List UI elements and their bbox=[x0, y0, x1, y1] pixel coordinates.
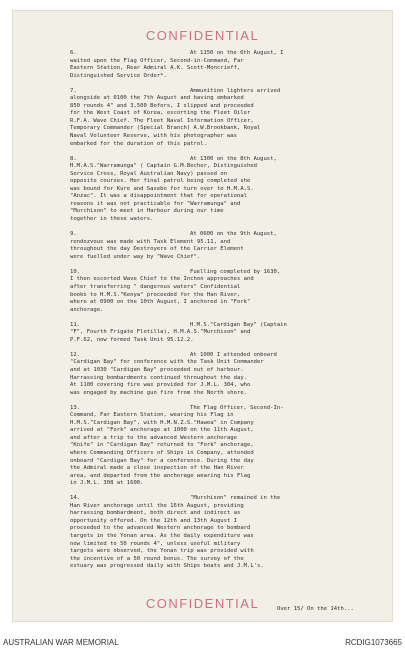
paragraph-line: after transferring " dangerous waters" Confidential bbox=[70, 283, 241, 290]
paragraph-line: At 1150 on the 6th August, I bbox=[190, 50, 284, 56]
paragraph-line: arrived at "Fork" anchorage at 1000 on the 11th August, bbox=[70, 427, 254, 434]
paragraph-line: H.M.S."Cardigan Bay" (Captain bbox=[190, 321, 287, 328]
paragraph-line: the incentive of a 50 round bonus. The survey of the bbox=[70, 555, 244, 562]
paragraph bbox=[70, 405, 360, 488]
paragraph-line: R.F.A. Wave Chief. The Fleet Naval Information Officer, bbox=[70, 117, 254, 124]
paragraph-line: "Knife" in "Cardigan Bay" returned to "Fork" anchorage, bbox=[70, 442, 254, 449]
paragraph-line: "Murchison" remained in the bbox=[190, 495, 281, 502]
paragraph-line: "Anzac". It was a disappointment that for operational bbox=[70, 193, 247, 200]
paragraph-line: books to H.M.S."Kenya" proceeded for the Han River, bbox=[70, 291, 241, 298]
paragraph-line: alongside at 0100 the 7th August and having embarked bbox=[70, 95, 244, 102]
paragraph-line: I then escorted Wave Chief to the Inchon approaches and bbox=[70, 276, 254, 283]
paragraph-line: Service Cross, Royal Australian Navy) passed on bbox=[70, 170, 227, 177]
paragraph-line: and at 1030 "Cardigan Bay" proceeded out of harbour. bbox=[70, 366, 244, 373]
confidential-stamp-bottom: CONFIDENTIAL bbox=[145, 596, 260, 611]
paragraph-line: and after a trip to the advanced Western anchorage bbox=[70, 434, 237, 441]
paragraph-number: 8. bbox=[70, 155, 77, 162]
paragraph-line: proceeded to the advanced Western anchorage to bombard bbox=[70, 525, 251, 532]
paragraph-line: harrassing bombardment, both direct and indirect as bbox=[70, 510, 241, 517]
paragraph bbox=[70, 352, 360, 397]
paragraph-line: was bound for Kure and Sasebo for turn over to H.M.A.S. bbox=[70, 185, 254, 192]
paragraph-line: targets in the Yonan area. As the daily expenditure was bbox=[70, 533, 254, 539]
paragraph-line: together in these waters. bbox=[70, 216, 154, 223]
paragraph-line: in J.M.L. 308 at 1600. bbox=[70, 480, 144, 487]
paragraph-line: reasons it was not practicable for "Warramunga" and bbox=[70, 200, 241, 207]
paragraph-line: 850 rounds 4" and 3,500 Bofors, I slipped and proceeded bbox=[70, 102, 254, 109]
paragraph-line: now limited to 50 rounds 4", unless useful military bbox=[70, 540, 241, 547]
record-id: RCDIG1073665 bbox=[345, 638, 402, 647]
paragraph-line: "F", Fourth Frigate Flotilla), H.M.A.S."Murchison" and bbox=[70, 329, 251, 336]
paragraph bbox=[70, 269, 360, 314]
paragraph-line: Eastern Station, Rear Admiral A.K. Scott-Moncrieff, bbox=[70, 65, 241, 72]
paragraph-number: 13. bbox=[70, 404, 81, 411]
paragraph-line: H.M.A.S."Warramunga" ( Captain G.M.Becher, Distinguished bbox=[70, 163, 258, 170]
paragraph-line: for the West Coast of Korea, escorting the Fleet Oiler bbox=[70, 110, 251, 117]
paragraph-line: throughout the day Destroyers of the Carrier Element bbox=[70, 246, 244, 253]
paragraph-line: Fuelling completed by 1630, bbox=[190, 268, 281, 275]
confidential-stamp-top: CONFIDENTIAL bbox=[145, 28, 260, 43]
paragraph-number: 7. bbox=[70, 87, 77, 94]
paragraph-line: area, and departed from the anchorage wearing his Flag bbox=[70, 472, 251, 479]
paragraph-number: 10. bbox=[70, 268, 81, 275]
continuation-note: Over 15/ On the 14th... bbox=[277, 606, 354, 612]
paragraph-number: 14. bbox=[70, 495, 81, 502]
paragraph-line: Distinguished Service Order*. bbox=[70, 72, 167, 79]
archive-footer bbox=[0, 631, 405, 654]
paragraph-line: At 1000 I attended onboard bbox=[190, 351, 277, 358]
paragraph-line: The Flag Officer, Second-In- bbox=[190, 404, 284, 411]
paragraph-number: 12. bbox=[70, 351, 81, 358]
paragraph-line: targets were observed, the Yonan trip was provided with bbox=[70, 548, 254, 555]
paragraph bbox=[70, 156, 360, 224]
paragraph-line: where Commanding Officers of Ships in Company, attended bbox=[70, 449, 254, 456]
document-body bbox=[70, 50, 360, 578]
paragraph-line: Naval Volunteer Reserve, with his photographer was bbox=[70, 133, 237, 140]
paragraph-line: Temporary Commander (Special Branch) A.W.Brookbank, Royal bbox=[70, 125, 261, 132]
paragraph bbox=[70, 88, 360, 148]
paragraph-line: At 0600 on the 9th August, bbox=[190, 231, 277, 238]
paragraph-line: H.M.S."Cardigan Bay", with H.M.N.Z.S."Hawea" in Company bbox=[70, 419, 254, 426]
paragraph-line: onboard "Cardigan Bay" for a conference. During the day bbox=[70, 457, 254, 464]
paragraph-line: were fuelled under way by "Wave Chief". bbox=[70, 253, 201, 260]
paragraph-line: anchorage. bbox=[70, 306, 104, 313]
paragraph-line: embarked for the duration of this patrol. bbox=[70, 140, 207, 147]
paragraph-line: where at 0900 on the 10th August, I anchored in "Fork" bbox=[70, 299, 251, 306]
paragraph-line: estuary was progressed daily with Ships boats and J.M.L's. bbox=[70, 563, 264, 570]
paragraph-line: Command, Far Eastern Station, wearing his Flag in bbox=[70, 412, 234, 419]
paragraph-number: 11. bbox=[70, 321, 81, 328]
paragraph-line: "Cardigan Bay" for conference with the Task Unit Commander bbox=[70, 359, 264, 366]
paragraph-line: rendezvous was made with Task Element 95.11, and bbox=[70, 238, 231, 245]
document-page bbox=[12, 10, 393, 622]
paragraph-line: waited upon the Flag Officer, Second-in-Command, Far bbox=[70, 57, 244, 64]
paragraph-line: opposite courses. Her final patrol being completed she bbox=[70, 178, 251, 185]
paragraph-line: P.F.62, now formed Task Unit 95.12.2. bbox=[70, 336, 194, 343]
paragraph-line: was engaged by machine gun fire from the North shore. bbox=[70, 389, 247, 396]
archive-name: AUSTRALIAN WAR MEMORIAL bbox=[3, 638, 119, 647]
paragraph-line: Han River anchorage until the 16th August, providing bbox=[70, 502, 244, 509]
paragraph-line: the Admiral made a close inspection of the Han River bbox=[70, 465, 244, 472]
paragraph-line: At 1100 covering fire was provided for J.M.L. 304, who bbox=[70, 382, 251, 389]
paragraph-number: 6. bbox=[70, 50, 77, 56]
paragraph-line: Harrassing bombardments continued throughout the day. bbox=[70, 374, 247, 381]
paragraph-line: "Murchison" to meet in Harbour during our time bbox=[70, 208, 224, 215]
paragraph-number: 9. bbox=[70, 231, 77, 238]
paragraph-line: opportunity offered. On the 12th and 13th August I bbox=[70, 517, 237, 524]
paragraph bbox=[70, 50, 360, 80]
paragraph bbox=[70, 495, 360, 570]
paragraph-line: At 1300 on the 8th August, bbox=[190, 155, 277, 162]
paragraph-line: Ammunition lighters arrived bbox=[190, 87, 281, 94]
paragraph bbox=[70, 231, 360, 261]
paragraph bbox=[70, 322, 360, 345]
